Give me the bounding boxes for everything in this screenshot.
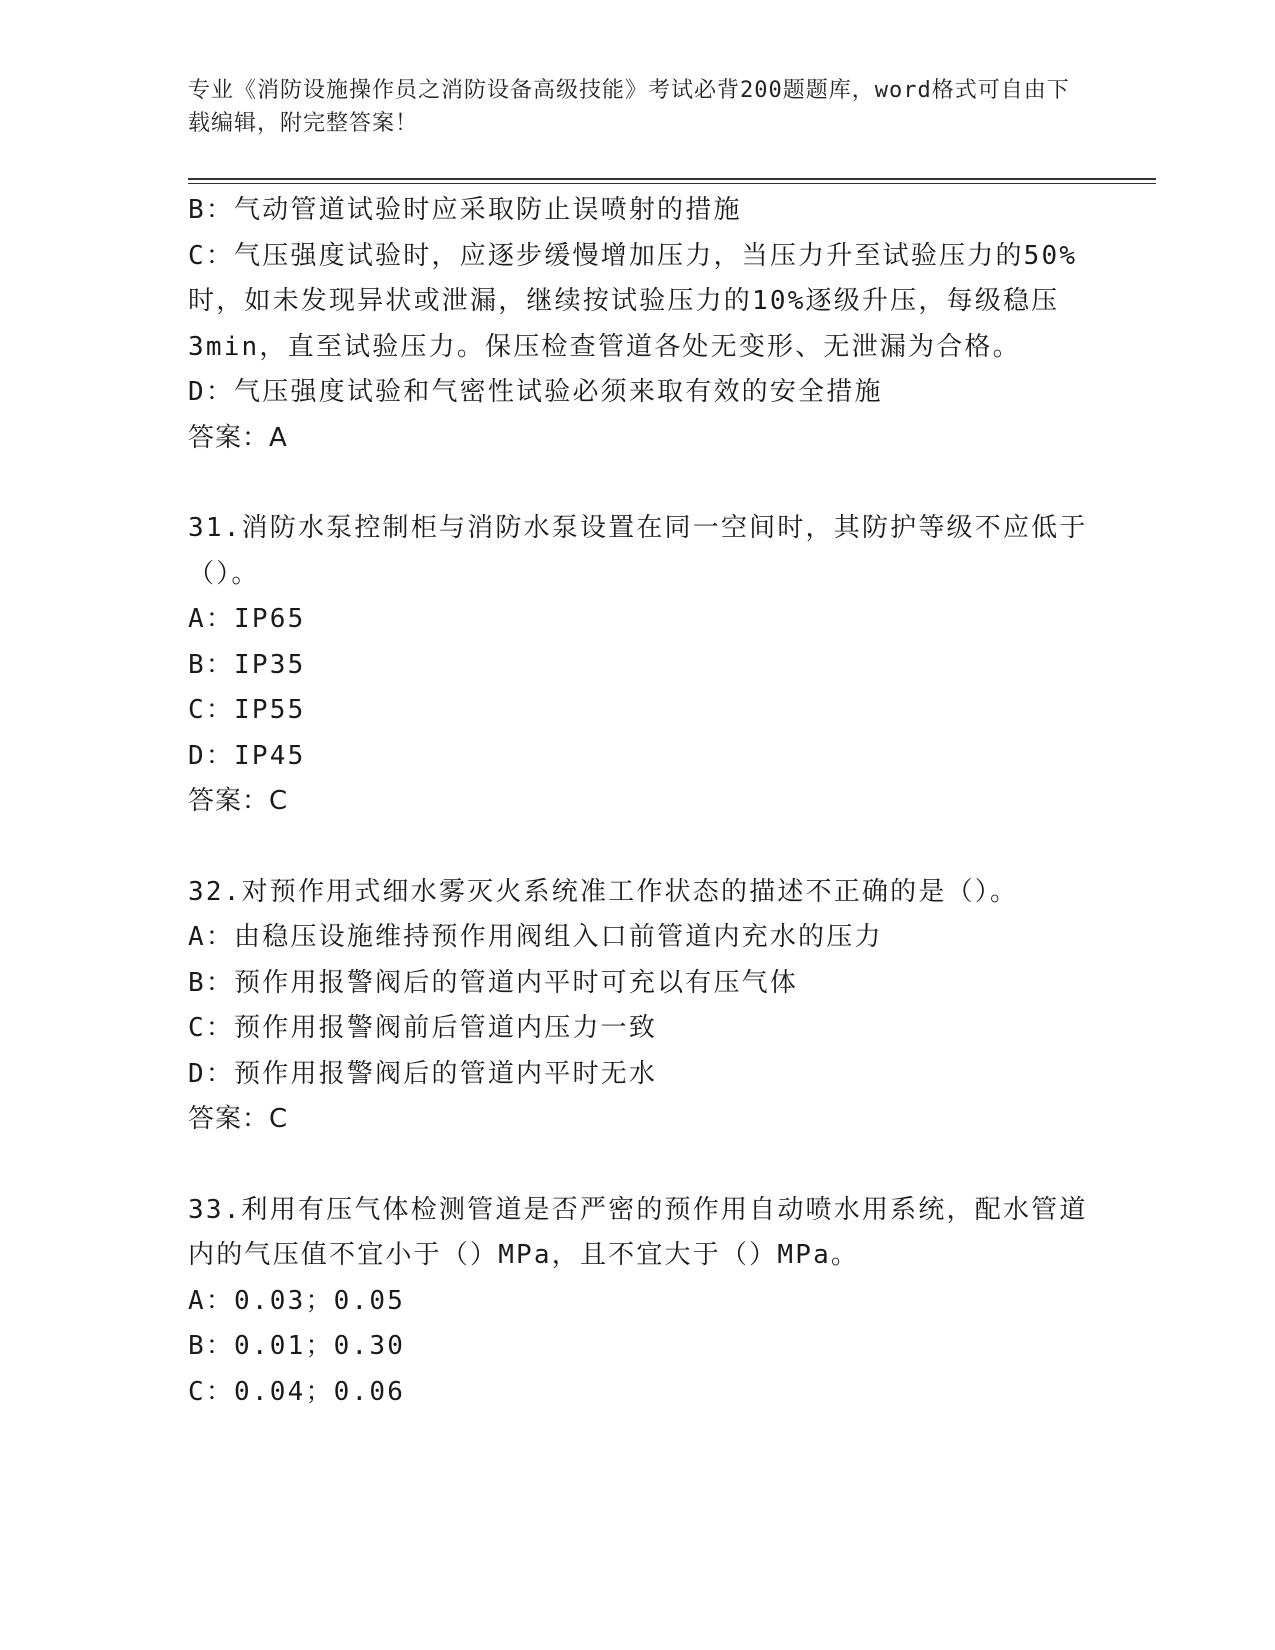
question-block-30 bbox=[188, 188, 1088, 461]
option-a: A：由稳压设施维持预作用阀组入口前管道内充水的压力 bbox=[188, 922, 883, 952]
option-b: B：气动管道试验时应采取防止误喷射的措施 bbox=[188, 195, 742, 225]
option-a: A：IP65 bbox=[188, 604, 306, 634]
option-d: D：气压强度试验和气密性试验必须来取有效的安全措施 bbox=[188, 377, 883, 407]
header-divider bbox=[188, 178, 1156, 184]
option-b: B：0.01；0.30 bbox=[188, 1331, 406, 1361]
question-block-33 bbox=[188, 1188, 1088, 1416]
question-block-32 bbox=[188, 870, 1088, 1143]
option-d: D：IP45 bbox=[188, 740, 306, 771]
question-text: 31.消防水泵控制柜与消防水泵设置在同一空间时，其防护等级不应低于（）。 bbox=[188, 513, 1088, 589]
question-text: 33.利用有压气体检测管道是否严密的预作用自动喷水用系统，配水管道内的气压值不宜小于（）MPa，且不宜大于（）MPa。 bbox=[188, 1194, 1088, 1270]
answer-text: 答案：C bbox=[188, 786, 289, 816]
option-c: C：IP55 bbox=[188, 695, 306, 725]
answer-text: 答案：C bbox=[188, 1104, 289, 1134]
option-a: A：0.03；0.05 bbox=[188, 1285, 406, 1316]
document-body bbox=[188, 188, 1088, 1415]
option-c: C：预作用报警阀前后管道内压力一致 bbox=[188, 1013, 658, 1043]
answer-text: 答案：A bbox=[188, 422, 288, 453]
option-c: C：0.04；0.06 bbox=[188, 1376, 406, 1407]
option-b: B：IP35 bbox=[188, 649, 306, 680]
option-d: D：预作用报警阀后的管道内平时无水 bbox=[188, 1058, 658, 1089]
question-block-31 bbox=[188, 506, 1088, 825]
option-b: B：预作用报警阀后的管道内平时可充以有压气体 bbox=[188, 967, 799, 998]
option-c: C：气压强度试验时，应逐步缓慢增加压力，当压力升至试验压力的50%时，如未发现异状或泄漏，继续按试验压力的10%逐级升压，每级稳压3min，直至试验压力。保压检查管道各处无变形、无泄漏为合格。 bbox=[188, 240, 1078, 362]
question-text: 32.对预作用式细水雾灭火系统准工作状态的描述不正确的是（）。 bbox=[188, 876, 1019, 907]
page-header: 专业《消防设施操作员之消防设备高级技能》考试必背200题题库，word格式可自由下载编辑，附完整答案！ bbox=[188, 78, 1070, 136]
